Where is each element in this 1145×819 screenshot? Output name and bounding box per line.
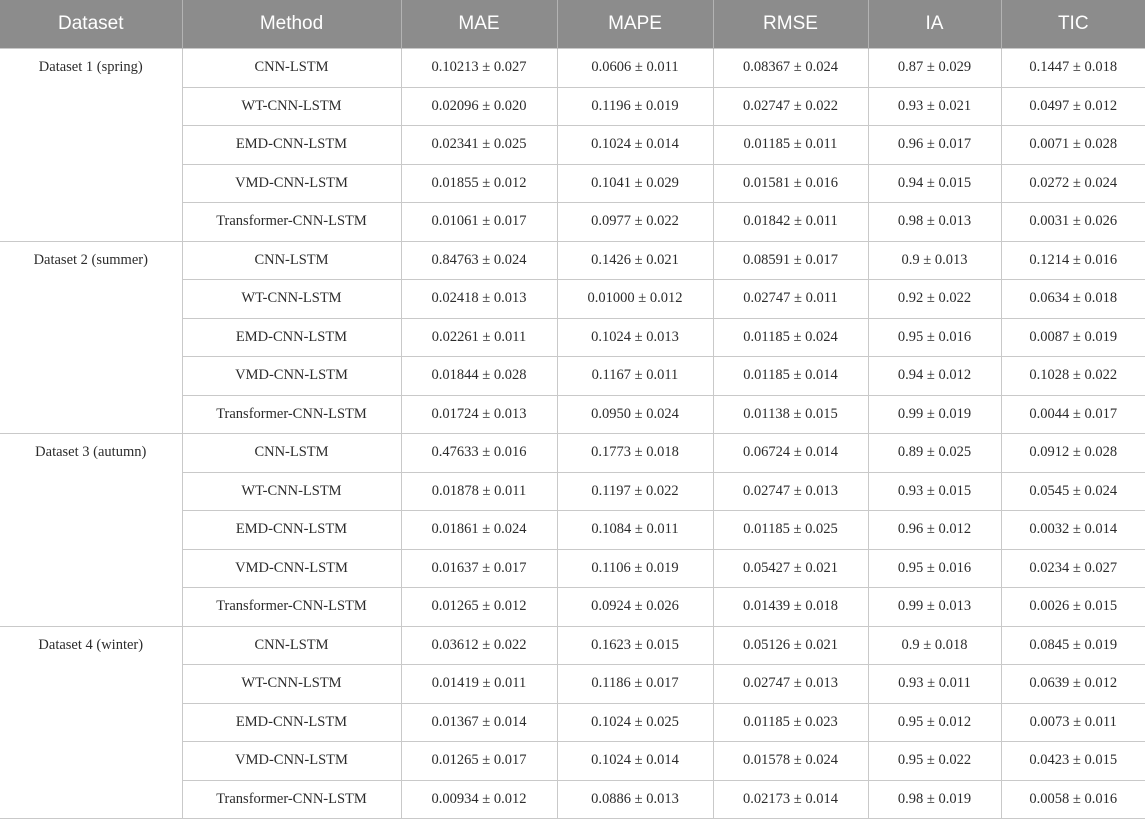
mape-cell: 0.0886 ± 0.013: [557, 780, 713, 819]
tic-cell: 0.0071 ± 0.028: [1001, 126, 1145, 165]
header-method: Method: [182, 0, 401, 49]
rmse-cell: 0.01581 ± 0.016: [713, 164, 868, 203]
tic-cell: 0.0087 ± 0.019: [1001, 318, 1145, 357]
tic-cell: 0.0026 ± 0.015: [1001, 588, 1145, 627]
rmse-cell: 0.01185 ± 0.024: [713, 318, 868, 357]
rmse-cell: 0.01185 ± 0.011: [713, 126, 868, 165]
tic-cell: 0.0423 ± 0.015: [1001, 742, 1145, 781]
mape-cell: 0.0977 ± 0.022: [557, 203, 713, 242]
mape-cell: 0.01000 ± 0.012: [557, 280, 713, 319]
mape-cell: 0.1196 ± 0.019: [557, 87, 713, 126]
rmse-cell: 0.02173 ± 0.014: [713, 780, 868, 819]
rmse-cell: 0.01138 ± 0.015: [713, 395, 868, 434]
header-mape: MAPE: [557, 0, 713, 49]
method-cell: CNN-LSTM: [182, 49, 401, 88]
table-body: [0, 49, 1145, 819]
header-mae: MAE: [401, 0, 557, 49]
mape-cell: 0.1167 ± 0.011: [557, 357, 713, 396]
ia-cell: 0.95 ± 0.016: [868, 318, 1001, 357]
mae-cell: 0.01061 ± 0.017: [401, 203, 557, 242]
mape-cell: 0.1041 ± 0.029: [557, 164, 713, 203]
rmse-cell: 0.08591 ± 0.017: [713, 241, 868, 280]
method-cell: EMD-CNN-LSTM: [182, 511, 401, 550]
rmse-cell: 0.02747 ± 0.011: [713, 280, 868, 319]
method-cell: VMD-CNN-LSTM: [182, 742, 401, 781]
rmse-cell: 0.02747 ± 0.022: [713, 87, 868, 126]
rmse-cell: 0.06724 ± 0.014: [713, 434, 868, 473]
table-row: [0, 49, 1145, 88]
ia-cell: 0.96 ± 0.012: [868, 511, 1001, 550]
method-cell: Transformer-CNN-LSTM: [182, 395, 401, 434]
ia-cell: 0.99 ± 0.013: [868, 588, 1001, 627]
dataset-cell: Dataset 2 (summer): [0, 241, 182, 434]
tic-cell: 0.1447 ± 0.018: [1001, 49, 1145, 88]
mape-cell: 0.1024 ± 0.014: [557, 126, 713, 165]
mae-cell: 0.01878 ± 0.011: [401, 472, 557, 511]
method-cell: EMD-CNN-LSTM: [182, 126, 401, 165]
mape-cell: 0.1024 ± 0.013: [557, 318, 713, 357]
method-cell: VMD-CNN-LSTM: [182, 549, 401, 588]
header-dataset: Dataset: [0, 0, 182, 49]
mae-cell: 0.01637 ± 0.017: [401, 549, 557, 588]
method-cell: WT-CNN-LSTM: [182, 280, 401, 319]
mae-cell: 0.01855 ± 0.012: [401, 164, 557, 203]
mae-cell: 0.01265 ± 0.012: [401, 588, 557, 627]
header-ia: IA: [868, 0, 1001, 49]
mape-cell: 0.1024 ± 0.014: [557, 742, 713, 781]
rmse-cell: 0.01185 ± 0.025: [713, 511, 868, 550]
tic-cell: 0.0073 ± 0.011: [1001, 703, 1145, 742]
tic-cell: 0.0912 ± 0.028: [1001, 434, 1145, 473]
method-cell: Transformer-CNN-LSTM: [182, 588, 401, 627]
tic-cell: 0.0234 ± 0.027: [1001, 549, 1145, 588]
tic-cell: 0.0044 ± 0.017: [1001, 395, 1145, 434]
mape-cell: 0.1773 ± 0.018: [557, 434, 713, 473]
mae-cell: 0.47633 ± 0.016: [401, 434, 557, 473]
rmse-cell: 0.01185 ± 0.014: [713, 357, 868, 396]
mae-cell: 0.01724 ± 0.013: [401, 395, 557, 434]
table-header: [0, 0, 1145, 49]
rmse-cell: 0.08367 ± 0.024: [713, 49, 868, 88]
ia-cell: 0.99 ± 0.019: [868, 395, 1001, 434]
mae-cell: 0.01419 ± 0.011: [401, 665, 557, 704]
ia-cell: 0.92 ± 0.022: [868, 280, 1001, 319]
mae-cell: 0.84763 ± 0.024: [401, 241, 557, 280]
method-cell: VMD-CNN-LSTM: [182, 357, 401, 396]
ia-cell: 0.96 ± 0.017: [868, 126, 1001, 165]
method-cell: CNN-LSTM: [182, 434, 401, 473]
mae-cell: 0.10213 ± 0.027: [401, 49, 557, 88]
mape-cell: 0.1186 ± 0.017: [557, 665, 713, 704]
header-rmse: RMSE: [713, 0, 868, 49]
ia-cell: 0.87 ± 0.029: [868, 49, 1001, 88]
ia-cell: 0.98 ± 0.019: [868, 780, 1001, 819]
method-cell: CNN-LSTM: [182, 241, 401, 280]
ia-cell: 0.95 ± 0.016: [868, 549, 1001, 588]
tic-cell: 0.1028 ± 0.022: [1001, 357, 1145, 396]
mae-cell: 0.02418 ± 0.013: [401, 280, 557, 319]
mae-cell: 0.01265 ± 0.017: [401, 742, 557, 781]
ia-cell: 0.94 ± 0.015: [868, 164, 1001, 203]
rmse-cell: 0.05427 ± 0.021: [713, 549, 868, 588]
tic-cell: 0.1214 ± 0.016: [1001, 241, 1145, 280]
header-row: [0, 0, 1145, 49]
ia-cell: 0.98 ± 0.013: [868, 203, 1001, 242]
method-cell: EMD-CNN-LSTM: [182, 318, 401, 357]
tic-cell: 0.0032 ± 0.014: [1001, 511, 1145, 550]
ia-cell: 0.93 ± 0.021: [868, 87, 1001, 126]
rmse-cell: 0.01842 ± 0.011: [713, 203, 868, 242]
mae-cell: 0.02261 ± 0.011: [401, 318, 557, 357]
method-cell: Transformer-CNN-LSTM: [182, 780, 401, 819]
method-cell: WT-CNN-LSTM: [182, 87, 401, 126]
rmse-cell: 0.01185 ± 0.023: [713, 703, 868, 742]
dataset-cell: Dataset 4 (winter): [0, 626, 182, 819]
ia-cell: 0.93 ± 0.011: [868, 665, 1001, 704]
tic-cell: 0.0058 ± 0.016: [1001, 780, 1145, 819]
tic-cell: 0.0639 ± 0.012: [1001, 665, 1145, 704]
method-cell: VMD-CNN-LSTM: [182, 164, 401, 203]
tic-cell: 0.0545 ± 0.024: [1001, 472, 1145, 511]
tic-cell: 0.0845 ± 0.019: [1001, 626, 1145, 665]
rmse-cell: 0.02747 ± 0.013: [713, 665, 868, 704]
mae-cell: 0.03612 ± 0.022: [401, 626, 557, 665]
method-cell: CNN-LSTM: [182, 626, 401, 665]
mape-cell: 0.1197 ± 0.022: [557, 472, 713, 511]
ia-cell: 0.9 ± 0.018: [868, 626, 1001, 665]
table-row: [0, 434, 1145, 473]
mape-cell: 0.0924 ± 0.026: [557, 588, 713, 627]
ia-cell: 0.95 ± 0.012: [868, 703, 1001, 742]
method-cell: Transformer-CNN-LSTM: [182, 203, 401, 242]
rmse-cell: 0.01439 ± 0.018: [713, 588, 868, 627]
mape-cell: 0.1106 ± 0.019: [557, 549, 713, 588]
mape-cell: 0.1084 ± 0.011: [557, 511, 713, 550]
ia-cell: 0.95 ± 0.022: [868, 742, 1001, 781]
tic-cell: 0.0031 ± 0.026: [1001, 203, 1145, 242]
mape-cell: 0.0950 ± 0.024: [557, 395, 713, 434]
mae-cell: 0.02096 ± 0.020: [401, 87, 557, 126]
ia-cell: 0.9 ± 0.013: [868, 241, 1001, 280]
rmse-cell: 0.05126 ± 0.021: [713, 626, 868, 665]
mape-cell: 0.1426 ± 0.021: [557, 241, 713, 280]
ia-cell: 0.94 ± 0.012: [868, 357, 1001, 396]
tic-cell: 0.0634 ± 0.018: [1001, 280, 1145, 319]
mape-cell: 0.1623 ± 0.015: [557, 626, 713, 665]
method-cell: EMD-CNN-LSTM: [182, 703, 401, 742]
table-row: [0, 626, 1145, 665]
mape-cell: 0.1024 ± 0.025: [557, 703, 713, 742]
dataset-cell: Dataset 1 (spring): [0, 49, 182, 242]
mae-cell: 0.02341 ± 0.025: [401, 126, 557, 165]
rmse-cell: 0.01578 ± 0.024: [713, 742, 868, 781]
table-row: [0, 241, 1145, 280]
mae-cell: 0.01367 ± 0.014: [401, 703, 557, 742]
mae-cell: 0.01861 ± 0.024: [401, 511, 557, 550]
ia-cell: 0.89 ± 0.025: [868, 434, 1001, 473]
rmse-cell: 0.02747 ± 0.013: [713, 472, 868, 511]
tic-cell: 0.0497 ± 0.012: [1001, 87, 1145, 126]
mape-cell: 0.0606 ± 0.011: [557, 49, 713, 88]
tic-cell: 0.0272 ± 0.024: [1001, 164, 1145, 203]
mae-cell: 0.00934 ± 0.012: [401, 780, 557, 819]
method-cell: WT-CNN-LSTM: [182, 665, 401, 704]
mae-cell: 0.01844 ± 0.028: [401, 357, 557, 396]
dataset-cell: Dataset 3 (autumn): [0, 434, 182, 627]
ia-cell: 0.93 ± 0.015: [868, 472, 1001, 511]
method-cell: WT-CNN-LSTM: [182, 472, 401, 511]
header-tic: TIC: [1001, 0, 1145, 49]
